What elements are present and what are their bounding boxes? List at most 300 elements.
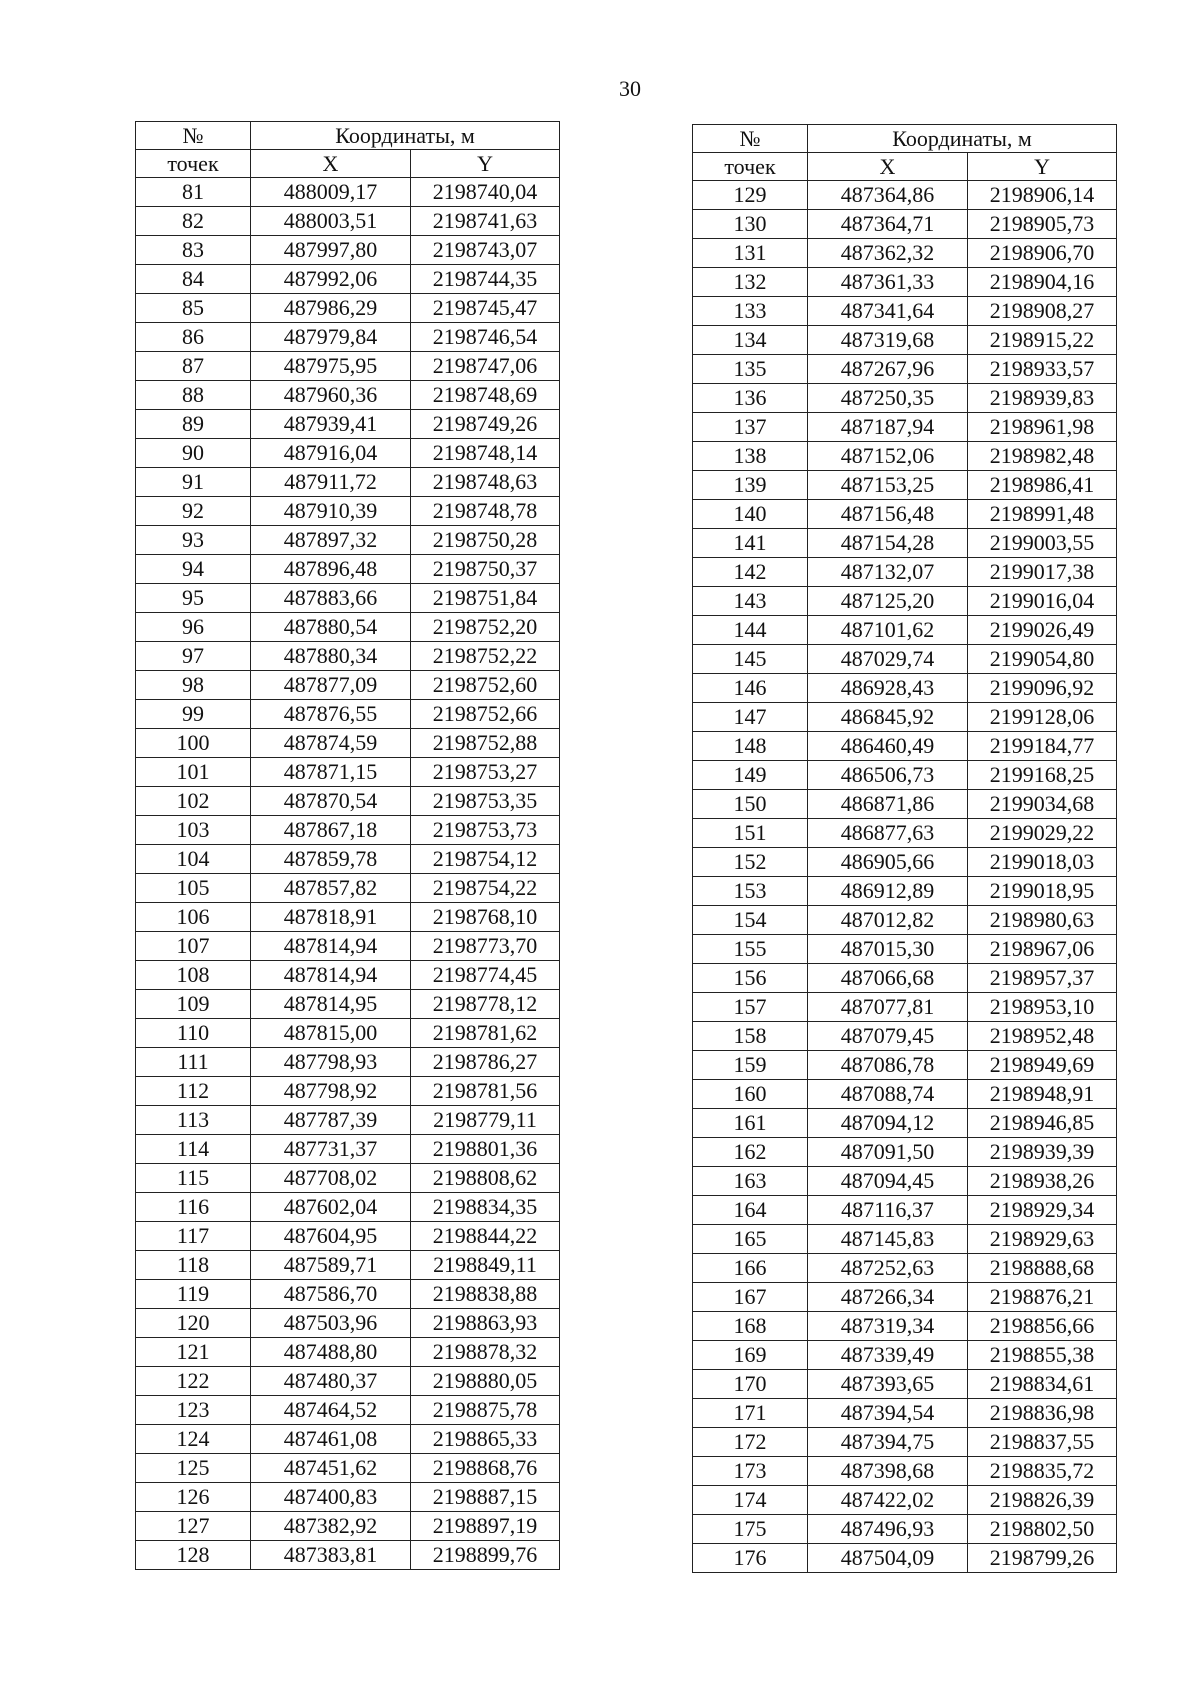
coord-y: 2198952,48	[968, 1022, 1117, 1051]
point-number: 176	[693, 1544, 808, 1573]
point-number: 162	[693, 1138, 808, 1167]
coord-y: 2199034,68	[968, 790, 1117, 819]
coord-y: 2198781,56	[411, 1077, 560, 1106]
table-row	[693, 1167, 1117, 1196]
point-number: 120	[136, 1309, 251, 1338]
coord-x: 487589,71	[251, 1251, 411, 1280]
table-row	[136, 1512, 560, 1541]
table-row	[136, 381, 560, 410]
coord-x: 487874,59	[251, 729, 411, 758]
coord-x: 487012,82	[808, 906, 968, 935]
table-row	[136, 758, 560, 787]
coord-x: 487870,54	[251, 787, 411, 816]
coord-y: 2198779,11	[411, 1106, 560, 1135]
coord-y: 2198748,14	[411, 439, 560, 468]
table-row	[136, 1425, 560, 1454]
point-number: 156	[693, 964, 808, 993]
table-row	[693, 645, 1117, 674]
point-number: 100	[136, 729, 251, 758]
coord-x: 487896,48	[251, 555, 411, 584]
coord-y: 2198781,62	[411, 1019, 560, 1048]
coord-x: 487910,39	[251, 497, 411, 526]
coord-x: 487586,70	[251, 1280, 411, 1309]
coord-x: 487086,78	[808, 1051, 968, 1080]
coord-x: 487015,30	[808, 935, 968, 964]
coord-y: 2198982,48	[968, 442, 1117, 471]
table-row	[136, 1048, 560, 1077]
coord-y: 2198906,70	[968, 239, 1117, 268]
coord-y: 2199017,38	[968, 558, 1117, 587]
coord-y: 2198980,63	[968, 906, 1117, 935]
coord-x: 487986,29	[251, 294, 411, 323]
coord-y: 2198835,72	[968, 1457, 1117, 1486]
point-number: 139	[693, 471, 808, 500]
table-row	[693, 326, 1117, 355]
point-number: 175	[693, 1515, 808, 1544]
point-number: 81	[136, 178, 251, 207]
point-number: 131	[693, 239, 808, 268]
coord-x: 487252,63	[808, 1254, 968, 1283]
coord-x: 487787,39	[251, 1106, 411, 1135]
coord-y: 2198888,68	[968, 1254, 1117, 1283]
table-body-left	[136, 178, 560, 1570]
coord-y: 2198752,60	[411, 671, 560, 700]
point-number: 153	[693, 877, 808, 906]
coord-y: 2198801,36	[411, 1135, 560, 1164]
header-x: X	[251, 150, 411, 178]
table-row	[693, 732, 1117, 761]
coord-x: 487876,55	[251, 700, 411, 729]
table-row	[136, 410, 560, 439]
coord-x: 487029,74	[808, 645, 968, 674]
coord-x: 487815,00	[251, 1019, 411, 1048]
table-row	[136, 961, 560, 990]
table-row	[693, 1080, 1117, 1109]
header-coordinates: Координаты, м	[808, 125, 1117, 153]
table-row	[693, 1428, 1117, 1457]
table-row	[136, 178, 560, 207]
point-number: 98	[136, 671, 251, 700]
point-number: 91	[136, 468, 251, 497]
coord-y: 2198856,66	[968, 1312, 1117, 1341]
table-row	[693, 471, 1117, 500]
point-number: 161	[693, 1109, 808, 1138]
coord-y: 2198948,91	[968, 1080, 1117, 1109]
coord-y: 2198863,93	[411, 1309, 560, 1338]
coord-y: 2198834,61	[968, 1370, 1117, 1399]
coord-x: 487818,91	[251, 903, 411, 932]
coord-x: 486905,66	[808, 848, 968, 877]
table-row	[136, 1106, 560, 1135]
point-number: 111	[136, 1048, 251, 1077]
table-row	[136, 497, 560, 526]
point-number: 140	[693, 500, 808, 529]
point-number: 88	[136, 381, 251, 410]
coord-y: 2198953,10	[968, 993, 1117, 1022]
point-number: 116	[136, 1193, 251, 1222]
table-row	[136, 555, 560, 584]
table-row	[136, 1367, 560, 1396]
coord-y: 2198961,98	[968, 413, 1117, 442]
point-number: 106	[136, 903, 251, 932]
coord-y: 2199026,49	[968, 616, 1117, 645]
coord-y: 2198946,85	[968, 1109, 1117, 1138]
table-row	[693, 210, 1117, 239]
table-row	[136, 1193, 560, 1222]
coord-x: 487398,68	[808, 1457, 968, 1486]
coord-x: 487604,95	[251, 1222, 411, 1251]
table-row	[136, 1338, 560, 1367]
coord-x: 487266,34	[808, 1283, 968, 1312]
coord-x: 487077,81	[808, 993, 968, 1022]
coord-y: 2198906,14	[968, 181, 1117, 210]
point-number: 150	[693, 790, 808, 819]
point-number: 172	[693, 1428, 808, 1457]
table-row	[136, 1251, 560, 1280]
point-number: 103	[136, 816, 251, 845]
coord-y: 2198904,16	[968, 268, 1117, 297]
coord-y: 2198802,50	[968, 1515, 1117, 1544]
point-number: 115	[136, 1164, 251, 1193]
table-row	[693, 761, 1117, 790]
table-row	[693, 1341, 1117, 1370]
coord-x: 487916,04	[251, 439, 411, 468]
point-number: 90	[136, 439, 251, 468]
table-row	[693, 703, 1117, 732]
table-row	[693, 1283, 1117, 1312]
point-number: 124	[136, 1425, 251, 1454]
coord-x: 487156,48	[808, 500, 968, 529]
table-row	[136, 294, 560, 323]
coord-x: 487088,74	[808, 1080, 968, 1109]
coord-x: 487496,93	[808, 1515, 968, 1544]
coord-x: 487341,64	[808, 297, 968, 326]
table-row	[693, 181, 1117, 210]
point-number: 148	[693, 732, 808, 761]
point-number: 144	[693, 616, 808, 645]
coord-y: 2198744,35	[411, 265, 560, 294]
coord-x: 487503,96	[251, 1309, 411, 1338]
coord-x: 487979,84	[251, 323, 411, 352]
point-number: 152	[693, 848, 808, 877]
table-row	[693, 239, 1117, 268]
table-row	[693, 587, 1117, 616]
coord-x: 487798,92	[251, 1077, 411, 1106]
coord-x: 487152,06	[808, 442, 968, 471]
coord-x: 487911,72	[251, 468, 411, 497]
coord-y: 2198748,78	[411, 497, 560, 526]
table-row	[693, 674, 1117, 703]
coord-x: 487394,75	[808, 1428, 968, 1457]
coord-y: 2198778,12	[411, 990, 560, 1019]
table-row	[693, 848, 1117, 877]
point-number: 107	[136, 932, 251, 961]
coord-x: 487867,18	[251, 816, 411, 845]
coord-y: 2198786,27	[411, 1048, 560, 1077]
coord-x: 487451,62	[251, 1454, 411, 1483]
coord-y: 2198967,06	[968, 935, 1117, 964]
table-row	[136, 1309, 560, 1338]
point-number: 132	[693, 268, 808, 297]
coord-y: 2198752,88	[411, 729, 560, 758]
coord-x: 487116,37	[808, 1196, 968, 1225]
coord-x: 487877,09	[251, 671, 411, 700]
coord-y: 2198751,84	[411, 584, 560, 613]
coord-x: 487145,83	[808, 1225, 968, 1254]
table-row	[693, 1399, 1117, 1428]
coord-y: 2198741,63	[411, 207, 560, 236]
coord-y: 2199054,80	[968, 645, 1117, 674]
coord-y: 2198740,04	[411, 178, 560, 207]
coord-y: 2198753,73	[411, 816, 560, 845]
point-number: 108	[136, 961, 251, 990]
table-row	[136, 845, 560, 874]
coord-x: 487400,83	[251, 1483, 411, 1512]
coord-y: 2198748,63	[411, 468, 560, 497]
coord-y: 2198752,22	[411, 642, 560, 671]
point-number: 135	[693, 355, 808, 384]
coord-x: 487798,93	[251, 1048, 411, 1077]
point-number: 110	[136, 1019, 251, 1048]
coord-y: 2199016,04	[968, 587, 1117, 616]
table-row	[136, 1541, 560, 1570]
point-number: 109	[136, 990, 251, 1019]
coord-y: 2198876,21	[968, 1283, 1117, 1312]
coord-y: 2198837,55	[968, 1428, 1117, 1457]
coord-y: 2198908,27	[968, 297, 1117, 326]
point-number: 173	[693, 1457, 808, 1486]
point-number: 99	[136, 700, 251, 729]
table-row	[693, 1515, 1117, 1544]
coord-x: 487960,36	[251, 381, 411, 410]
coord-x: 487975,95	[251, 352, 411, 381]
table-row	[136, 323, 560, 352]
point-number: 82	[136, 207, 251, 236]
point-number: 122	[136, 1367, 251, 1396]
coord-x: 487339,49	[808, 1341, 968, 1370]
table-row	[136, 1454, 560, 1483]
coord-y: 2198773,70	[411, 932, 560, 961]
table-row	[693, 384, 1117, 413]
coord-y: 2198887,15	[411, 1483, 560, 1512]
table-row	[136, 1077, 560, 1106]
coord-y: 2198752,20	[411, 613, 560, 642]
coord-x: 486845,92	[808, 703, 968, 732]
coord-x: 487153,25	[808, 471, 968, 500]
table-row	[693, 906, 1117, 935]
header-x: X	[808, 153, 968, 181]
coord-x: 488003,51	[251, 207, 411, 236]
coord-y: 2198929,63	[968, 1225, 1117, 1254]
coord-y: 2198826,39	[968, 1486, 1117, 1515]
point-number: 117	[136, 1222, 251, 1251]
coordinates-table-left	[135, 121, 560, 1570]
point-number: 168	[693, 1312, 808, 1341]
table-row	[693, 1138, 1117, 1167]
coord-x: 487461,08	[251, 1425, 411, 1454]
coordinates-table-right	[692, 124, 1117, 1573]
point-number: 102	[136, 787, 251, 816]
table-row	[693, 1457, 1117, 1486]
point-number: 170	[693, 1370, 808, 1399]
coord-x: 487814,95	[251, 990, 411, 1019]
table-row	[136, 468, 560, 497]
table-row	[693, 297, 1117, 326]
table-row	[693, 1225, 1117, 1254]
point-number: 171	[693, 1399, 808, 1428]
point-number: 101	[136, 758, 251, 787]
table-row	[136, 584, 560, 613]
point-number: 85	[136, 294, 251, 323]
table-row	[136, 526, 560, 555]
coord-x: 487094,12	[808, 1109, 968, 1138]
point-number: 158	[693, 1022, 808, 1051]
coord-y: 2198743,07	[411, 236, 560, 265]
point-number: 154	[693, 906, 808, 935]
coord-y: 2198949,69	[968, 1051, 1117, 1080]
coord-x: 486460,49	[808, 732, 968, 761]
coord-y: 2198834,35	[411, 1193, 560, 1222]
coord-x: 487383,81	[251, 1541, 411, 1570]
coord-y: 2198748,69	[411, 381, 560, 410]
coord-x: 487602,04	[251, 1193, 411, 1222]
point-number: 160	[693, 1080, 808, 1109]
coord-x: 487880,34	[251, 642, 411, 671]
coord-y: 2198865,33	[411, 1425, 560, 1454]
coord-x: 487094,45	[808, 1167, 968, 1196]
coord-x: 487857,82	[251, 874, 411, 903]
coord-x: 487091,50	[808, 1138, 968, 1167]
point-number: 89	[136, 410, 251, 439]
coord-y: 2198745,47	[411, 294, 560, 323]
coord-x: 487362,32	[808, 239, 968, 268]
point-number: 149	[693, 761, 808, 790]
point-number: 134	[693, 326, 808, 355]
point-number: 145	[693, 645, 808, 674]
coord-x: 486871,86	[808, 790, 968, 819]
coord-x: 487393,65	[808, 1370, 968, 1399]
table-row	[136, 1396, 560, 1425]
point-number: 125	[136, 1454, 251, 1483]
point-number: 127	[136, 1512, 251, 1541]
coord-y: 2198836,98	[968, 1399, 1117, 1428]
coord-y: 2199029,22	[968, 819, 1117, 848]
coord-y: 2198939,83	[968, 384, 1117, 413]
coord-x: 487079,45	[808, 1022, 968, 1051]
point-number: 112	[136, 1077, 251, 1106]
coord-x: 487814,94	[251, 932, 411, 961]
table-row	[136, 874, 560, 903]
point-number: 138	[693, 442, 808, 471]
point-number: 137	[693, 413, 808, 442]
coord-y: 2198939,39	[968, 1138, 1117, 1167]
coord-x: 487132,07	[808, 558, 968, 587]
point-number: 114	[136, 1135, 251, 1164]
table-row	[693, 413, 1117, 442]
coord-y: 2198868,76	[411, 1454, 560, 1483]
coord-y: 2199168,25	[968, 761, 1117, 790]
table-row	[693, 1051, 1117, 1080]
point-number: 87	[136, 352, 251, 381]
table-row	[693, 616, 1117, 645]
coord-y: 2198849,11	[411, 1251, 560, 1280]
point-number: 136	[693, 384, 808, 413]
coord-x: 487488,80	[251, 1338, 411, 1367]
point-number: 129	[693, 181, 808, 210]
point-number: 83	[136, 236, 251, 265]
point-number: 157	[693, 993, 808, 1022]
table-row	[136, 932, 560, 961]
coord-y: 2199018,03	[968, 848, 1117, 877]
table-row	[693, 1109, 1117, 1138]
coord-y: 2198875,78	[411, 1396, 560, 1425]
table-row	[693, 935, 1117, 964]
coord-y: 2198899,76	[411, 1541, 560, 1570]
coord-y: 2198897,19	[411, 1512, 560, 1541]
coord-y: 2198747,06	[411, 352, 560, 381]
coord-x: 487394,54	[808, 1399, 968, 1428]
point-number: 169	[693, 1341, 808, 1370]
coord-y: 2198753,27	[411, 758, 560, 787]
table-row	[136, 903, 560, 932]
table-row	[693, 1486, 1117, 1515]
coord-x: 487319,34	[808, 1312, 968, 1341]
point-number: 113	[136, 1106, 251, 1135]
point-number: 159	[693, 1051, 808, 1080]
table-row	[136, 642, 560, 671]
point-number: 126	[136, 1483, 251, 1512]
coord-y: 2198880,05	[411, 1367, 560, 1396]
coord-x: 487871,15	[251, 758, 411, 787]
header-points: точек	[693, 153, 808, 181]
table-row	[136, 700, 560, 729]
table-row	[136, 1164, 560, 1193]
table-row	[136, 352, 560, 381]
point-number: 118	[136, 1251, 251, 1280]
table-row	[136, 265, 560, 294]
point-number: 166	[693, 1254, 808, 1283]
point-number: 151	[693, 819, 808, 848]
point-number: 133	[693, 297, 808, 326]
coord-x: 488009,17	[251, 178, 411, 207]
coord-y: 2198749,26	[411, 410, 560, 439]
coord-y: 2198855,38	[968, 1341, 1117, 1370]
coord-y: 2198753,35	[411, 787, 560, 816]
table-row	[136, 671, 560, 700]
coord-x: 487814,94	[251, 961, 411, 990]
point-number: 104	[136, 845, 251, 874]
coord-x: 487859,78	[251, 845, 411, 874]
coord-y: 2198750,28	[411, 526, 560, 555]
table-row	[693, 442, 1117, 471]
coord-x: 487992,06	[251, 265, 411, 294]
table-row	[136, 1019, 560, 1048]
coord-y: 2198768,10	[411, 903, 560, 932]
table-row	[693, 790, 1117, 819]
point-number: 84	[136, 265, 251, 294]
point-number: 123	[136, 1396, 251, 1425]
table-row	[136, 1135, 560, 1164]
table-row	[693, 819, 1117, 848]
point-number: 146	[693, 674, 808, 703]
table-row	[693, 1022, 1117, 1051]
table-row	[693, 529, 1117, 558]
coord-x: 486506,73	[808, 761, 968, 790]
table-row	[693, 1370, 1117, 1399]
point-number: 141	[693, 529, 808, 558]
coord-x: 486928,43	[808, 674, 968, 703]
point-number: 86	[136, 323, 251, 352]
